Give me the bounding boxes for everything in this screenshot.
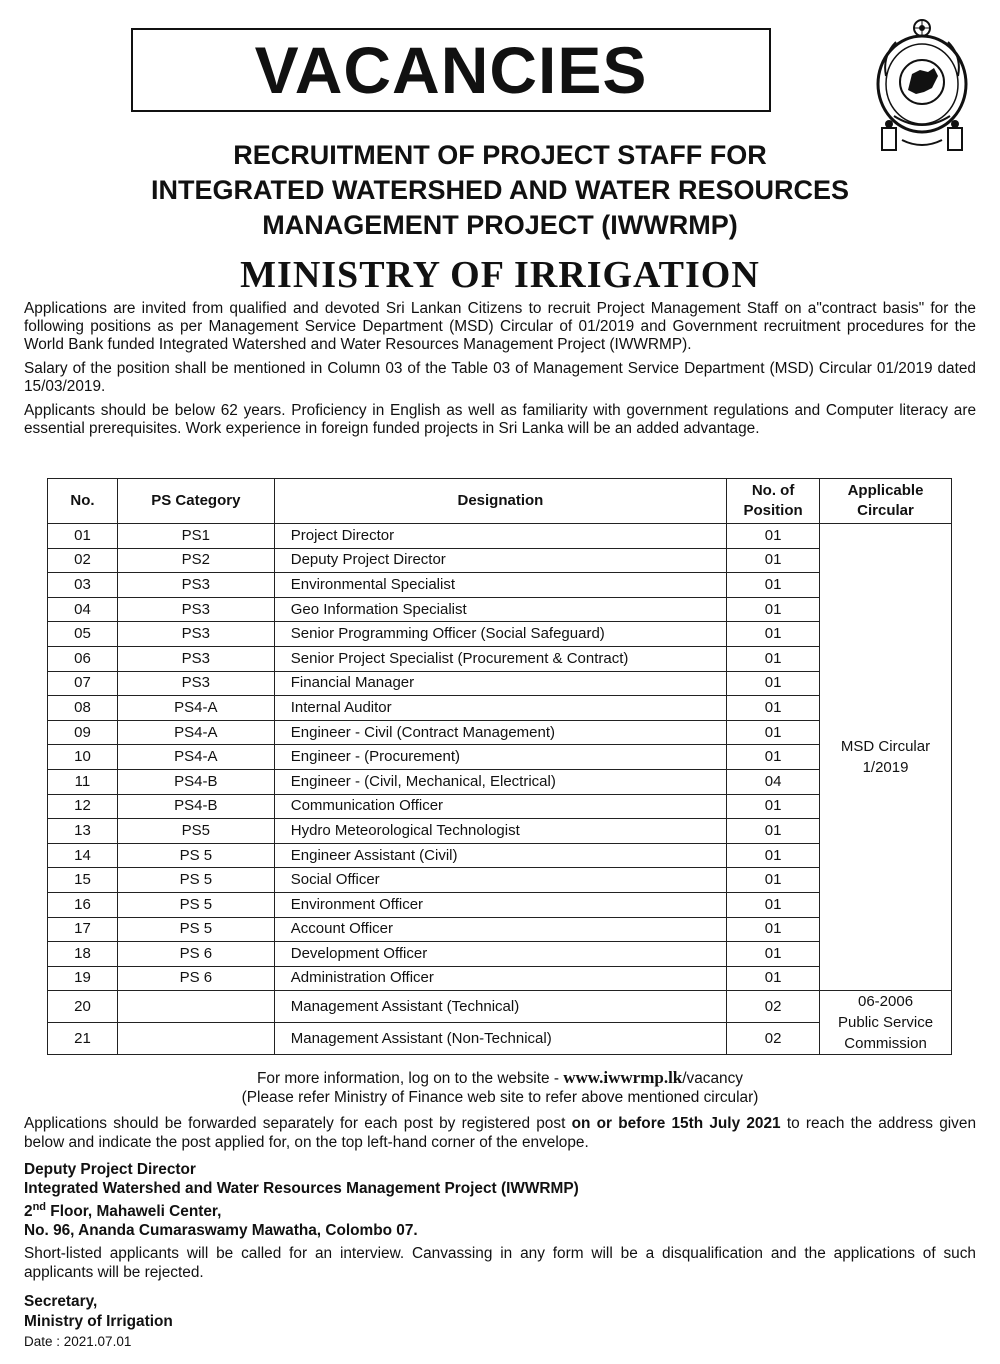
ps-category: PS4-A xyxy=(117,720,274,745)
row-number: 19 xyxy=(48,966,118,991)
position-count: 01 xyxy=(727,966,820,991)
table-row xyxy=(48,868,952,893)
intro-paragraph-1: Applications are invited from qualified and devoted Sri Lankan Citizens to recruit Project Management Staff on a"contract basis" for the following positions as per Management Service Department (MSD) Circular of 01/2019 and Government recruitment procedures for the World Bank funded Integrated Watershed and Water Resources Management Project (IWWRMP). xyxy=(24,300,976,353)
sri-lanka-emblem-icon xyxy=(872,16,972,156)
more-info-line-2: (Please refer Ministry of Finance web site to refer above mentioned circular) xyxy=(241,1089,759,1106)
position-count: 01 xyxy=(727,794,820,819)
table-row xyxy=(48,548,952,573)
ps-category: PS2 xyxy=(117,548,274,573)
msd-circular-line-2: 1/2019 xyxy=(862,759,909,777)
designation: Senior Project Specialist (Procurement & Contract) xyxy=(274,646,726,671)
table-row xyxy=(48,1023,952,1055)
signatory-ministry: Ministry of Irrigation xyxy=(24,1313,173,1330)
ps-category: PS4-B xyxy=(117,769,274,794)
row-number: 02 xyxy=(48,548,118,573)
header-circular-line-1: Applicable xyxy=(847,482,924,499)
address-floor-rest: Floor, Mahaweli Center, xyxy=(46,1203,222,1221)
position-count: 01 xyxy=(727,646,820,671)
row-number: 05 xyxy=(48,622,118,647)
ps-category: PS 5 xyxy=(117,843,274,868)
application-deadline: on or before 15th July 2021 xyxy=(571,1115,781,1132)
position-count: 01 xyxy=(727,548,820,573)
publication-date: Date : 2021.07.01 xyxy=(24,1334,132,1349)
designation: Financial Manager xyxy=(274,671,726,696)
postal-address xyxy=(24,1160,976,1240)
position-count: 02 xyxy=(727,991,820,1023)
address-floor-suffix: nd xyxy=(32,1201,47,1213)
ps-category: PS 5 xyxy=(117,868,274,893)
ps-category: PS4-A xyxy=(117,745,274,770)
position-count: 01 xyxy=(727,819,820,844)
row-number: 10 xyxy=(48,745,118,770)
designation: Engineer Assistant (Civil) xyxy=(274,843,726,868)
header-applicable-circular xyxy=(820,479,952,524)
address-line-2: Integrated Watershed and Water Resources Management Project (IWWRMP) xyxy=(24,1180,579,1197)
designation: Engineer - (Procurement) xyxy=(274,745,726,770)
header-no: No. xyxy=(48,479,118,524)
website-link[interactable]: www.iwwrmp.lk xyxy=(563,1068,683,1087)
designation: Development Officer xyxy=(274,942,726,967)
row-number: 20 xyxy=(48,991,118,1023)
ps-category: PS 5 xyxy=(117,917,274,942)
designation: Geo Information Specialist xyxy=(274,597,726,622)
header-positions-line-1: No. of xyxy=(751,482,795,499)
address-floor-number: 2 xyxy=(24,1203,33,1221)
position-count: 01 xyxy=(727,868,820,893)
msd-circular-cell xyxy=(820,524,952,991)
ps-category: PS3 xyxy=(117,573,274,598)
ps-category: PS 5 xyxy=(117,892,274,917)
ps-category: PS 6 xyxy=(117,942,274,967)
designation: Communication Officer xyxy=(274,794,726,819)
designation: Social Officer xyxy=(274,868,726,893)
position-count: 01 xyxy=(727,524,820,549)
row-number: 01 xyxy=(48,524,118,549)
row-number: 07 xyxy=(48,671,118,696)
table-row xyxy=(48,942,952,967)
forward-text-after: to reach the address given below and indicate the post applied for, on the top left-hand corner of the envelope. xyxy=(24,1115,976,1151)
table-row xyxy=(48,794,952,819)
ps-category: PS3 xyxy=(117,597,274,622)
table-row xyxy=(48,769,952,794)
table-row xyxy=(48,917,952,942)
table-row xyxy=(48,622,952,647)
table-row xyxy=(48,843,952,868)
vacancy-table xyxy=(47,478,952,1055)
designation: Environmental Specialist xyxy=(274,573,726,598)
ps-category: PS 6 xyxy=(117,966,274,991)
row-number: 16 xyxy=(48,892,118,917)
intro-paragraph-3: Applicants should be below 62 years. Proficiency in English as well as familiarity with government regulations and Computer literacy are essential prerequisites. Work experience in foreign funded projects in Sri Lanka will be an added advantage. xyxy=(24,402,976,437)
psc-circular-line-3: Commission xyxy=(844,1035,927,1053)
address-line-4: No. 96, Ananda Cumaraswamy Mawatha, Colombo 07. xyxy=(24,1222,418,1240)
row-number: 18 xyxy=(48,942,118,967)
table-row xyxy=(48,524,952,549)
shortlist-notice: Short-listed applicants will be called for an interview. Canvassing in any form will be a disqualification and the applications of such applicants will be rejected. xyxy=(24,1245,976,1281)
forwarding-instructions xyxy=(24,1114,976,1152)
position-count: 01 xyxy=(727,892,820,917)
ps-category xyxy=(117,991,274,1023)
ps-category: PS1 xyxy=(117,524,274,549)
psc-circular-cell xyxy=(820,991,952,1055)
table-row xyxy=(48,696,952,721)
project-heading xyxy=(0,138,1000,243)
ministry-heading: MINISTRY OF IRRIGATION xyxy=(240,254,760,296)
ps-category: PS3 xyxy=(117,622,274,647)
position-count: 01 xyxy=(727,671,820,696)
designation: Management Assistant (Technical) xyxy=(274,991,726,1023)
ps-category: PS3 xyxy=(117,671,274,696)
vacancies-title-box xyxy=(131,28,771,112)
row-number: 13 xyxy=(48,819,118,844)
row-number: 03 xyxy=(48,573,118,598)
position-count: 01 xyxy=(727,843,820,868)
address-line-1: Deputy Project Director xyxy=(24,1161,196,1178)
ps-category xyxy=(117,1023,274,1055)
intro-text xyxy=(24,300,976,444)
row-number: 04 xyxy=(48,597,118,622)
page-title: VACANCIES xyxy=(254,33,648,107)
designation: Internal Auditor xyxy=(274,696,726,721)
header-positions-line-2: Position xyxy=(743,502,803,519)
designation: Senior Programming Officer (Social Safeguard) xyxy=(274,622,726,647)
designation: Engineer - (Civil, Mechanical, Electrical) xyxy=(274,769,726,794)
table-row xyxy=(48,966,952,991)
project-heading-line-3: MANAGEMENT PROJECT (IWWRMP) xyxy=(262,210,738,240)
header-ps-category: PS Category xyxy=(117,479,274,524)
table-row xyxy=(48,991,952,1023)
position-count: 01 xyxy=(727,917,820,942)
row-number: 17 xyxy=(48,917,118,942)
designation: Hydro Meteorological Technologist xyxy=(274,819,726,844)
signature-block xyxy=(24,1292,624,1332)
table-row xyxy=(48,720,952,745)
row-number: 12 xyxy=(48,794,118,819)
position-count: 01 xyxy=(727,942,820,967)
more-info xyxy=(0,1068,1000,1107)
ps-category: PS5 xyxy=(117,819,274,844)
more-info-line-1 xyxy=(0,1068,1000,1088)
row-number: 06 xyxy=(48,646,118,671)
row-number: 08 xyxy=(48,696,118,721)
table-row xyxy=(48,573,952,598)
table-row xyxy=(48,745,952,770)
website-suffix: /vacancy xyxy=(682,1070,743,1087)
designation: Deputy Project Director xyxy=(274,548,726,573)
designation: Administration Officer xyxy=(274,966,726,991)
psc-circular-line-1: 06-2006 xyxy=(857,993,914,1011)
table-row xyxy=(48,892,952,917)
position-count: 04 xyxy=(727,769,820,794)
address-line-3 xyxy=(24,1198,976,1221)
position-count: 02 xyxy=(727,1023,820,1055)
header-circular-line-2: Circular xyxy=(857,502,914,519)
project-heading-line-2: INTEGRATED WATERSHED AND WATER RESOURCES xyxy=(150,175,850,205)
table-row xyxy=(48,597,952,622)
position-count: 01 xyxy=(727,696,820,721)
project-heading-line-1: RECRUITMENT OF PROJECT STAFF FOR xyxy=(233,140,767,170)
psc-circular-line-2: Public Service xyxy=(838,1014,934,1032)
row-number: 21 xyxy=(48,1023,118,1055)
position-count: 01 xyxy=(727,573,820,598)
row-number: 11 xyxy=(48,769,118,794)
position-count: 01 xyxy=(727,720,820,745)
table-row xyxy=(48,819,952,844)
position-count: 01 xyxy=(727,622,820,647)
table-row xyxy=(48,646,952,671)
designation: Management Assistant (Non-Technical) xyxy=(274,1023,726,1055)
more-info-prefix: For more information, log on to the website - xyxy=(256,1070,564,1087)
designation: Account Officer xyxy=(274,917,726,942)
intro-paragraph-2: Salary of the position shall be mentioned in Column 03 of the Table 03 of Management Service Department (MSD) Circular 01/2019 dated 15/03/2019. xyxy=(24,360,976,395)
header-designation: Designation xyxy=(274,479,726,524)
position-count: 01 xyxy=(727,745,820,770)
ps-category: PS4-B xyxy=(117,794,274,819)
table-row xyxy=(48,671,952,696)
row-number: 14 xyxy=(48,843,118,868)
ps-category: PS4-A xyxy=(117,696,274,721)
signatory-title: Secretary, xyxy=(24,1293,98,1310)
table-header-row xyxy=(48,479,952,524)
row-number: 15 xyxy=(48,868,118,893)
msd-circular-line-1: MSD Circular xyxy=(840,738,931,756)
header-no-of-position xyxy=(727,479,820,524)
position-count: 01 xyxy=(727,597,820,622)
designation: Engineer - Civil (Contract Management) xyxy=(274,720,726,745)
row-number: 09 xyxy=(48,720,118,745)
designation: Project Director xyxy=(274,524,726,549)
designation: Environment Officer xyxy=(274,892,726,917)
forward-text-before: Applications should be forwarded separately for each post by registered post xyxy=(24,1115,572,1132)
ps-category: PS3 xyxy=(117,646,274,671)
